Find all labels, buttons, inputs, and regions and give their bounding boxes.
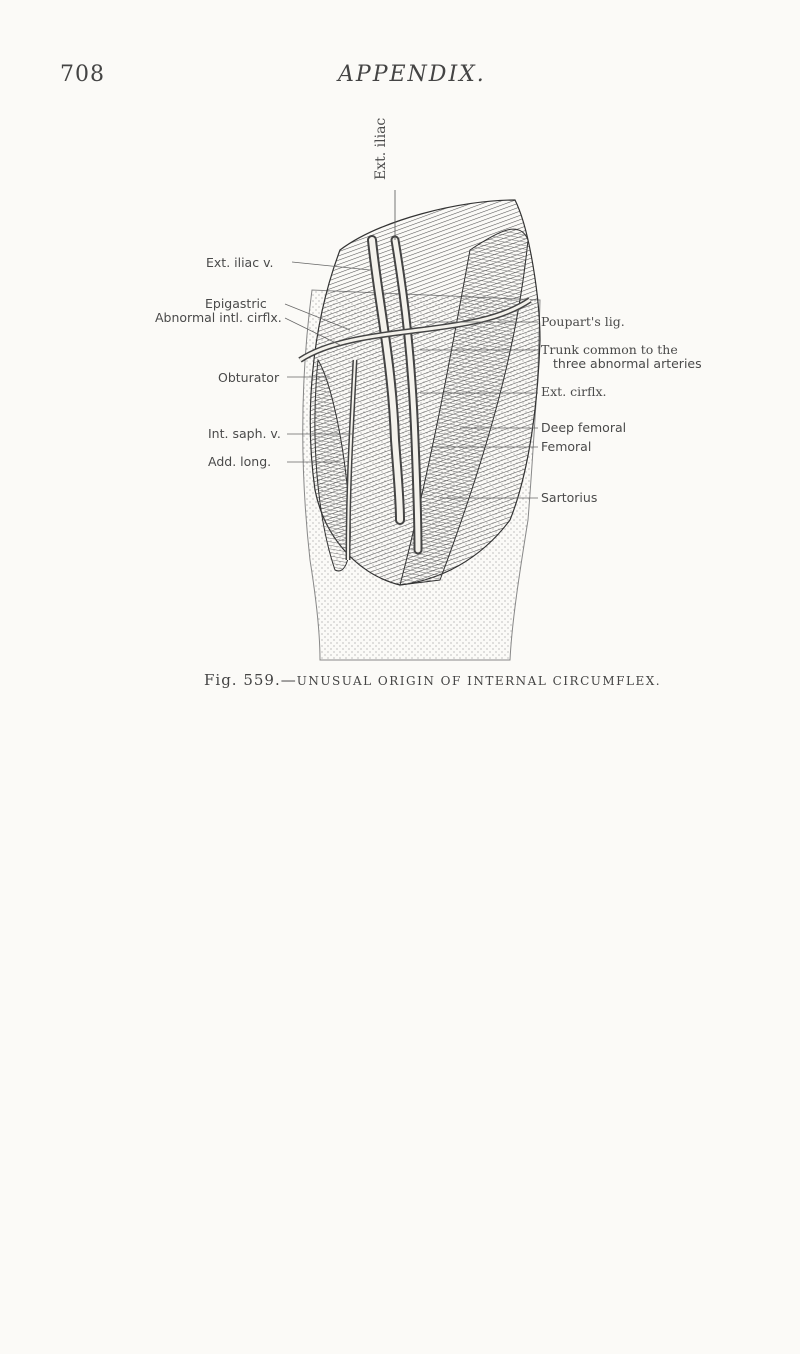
label-epigastric: Epigastric xyxy=(205,296,267,311)
label-three-abnormal: three abnormal arteries xyxy=(553,356,702,371)
ext-iliac-top-label: Ext. iliac xyxy=(373,117,389,180)
label-int-saph-v: Int. saph. v. xyxy=(208,426,281,441)
label-sartorius: Sartorius xyxy=(541,490,598,505)
label-add-long: Add. long. xyxy=(208,454,272,469)
label-abnormal-int-cirfl: Abnormal intl. cirflx. xyxy=(155,310,282,325)
label-pouparts-lig: Poupart's lig. xyxy=(541,314,625,329)
page-number: 708 xyxy=(60,62,105,87)
label-ext-cirfl: Ext. cirflx. xyxy=(541,384,607,399)
label-ext-iliac-v: Ext. iliac v. xyxy=(206,255,274,270)
label-deep-femoral: Deep femoral xyxy=(541,420,627,435)
figure-caption xyxy=(204,671,664,689)
caption-prefix: Fig. 559.— xyxy=(204,671,297,689)
label-femoral: Femoral xyxy=(541,439,592,454)
caption-text: UNUSUAL ORIGIN OF INTERNAL CIRCUMFLEX. xyxy=(296,674,662,688)
running-head: APPENDIX. xyxy=(338,62,486,87)
label-obturator: Obturator xyxy=(218,370,280,385)
label-trunk-common: Trunk common to the xyxy=(541,342,678,357)
